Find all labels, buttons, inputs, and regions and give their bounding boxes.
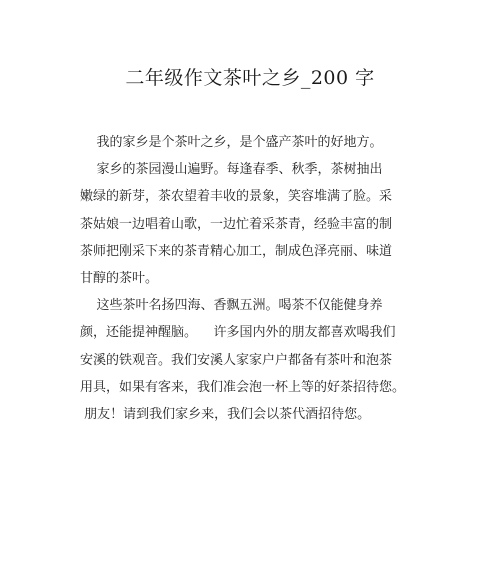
essay-line: 茶姑娘一边唱着山歌，一边忙着采茶青，经验丰富的制 (80, 216, 393, 232)
essay-line: 我的家乡是个茶叶之乡，是个盛产茶叶的好地方。 (80, 135, 383, 150)
essay-line: 嫩绿的新芽，茶农望着丰收的景象，笑容堆满了脸。采 (80, 189, 393, 205)
essay-line: 朋友！请到我们家乡来，我们会以茶代酒招待您。 (80, 406, 371, 422)
essay-line: 颜，还能提神醒脑。 许多国内外的朋友都喜欢喝我们 (80, 325, 396, 341)
essay-line: 甘醇的茶叶。 (80, 270, 159, 286)
essay-line: 用具，如果有客来，我们准会泡一杯上等的好茶招待您。 (80, 379, 406, 395)
page-title: 二年级作文茶叶之乡_200 字 (125, 67, 375, 89)
essay-line: 这些茶叶名扬四海、香飘五洲。喝茶不仅能健身养 (80, 298, 383, 314)
essay-line: 安溪的铁观音。我们安溪人家家户户都备有茶叶和泡茶 (80, 352, 393, 368)
essay-line: 家乡的茶园漫山遍野。每逢春季、秋季，茶树抽出 (80, 162, 383, 178)
essay-line: 茶师把刚采下来的茶青精心加工，制成色泽亮丽、味道 (80, 243, 393, 259)
essay-body (80, 129, 430, 428)
